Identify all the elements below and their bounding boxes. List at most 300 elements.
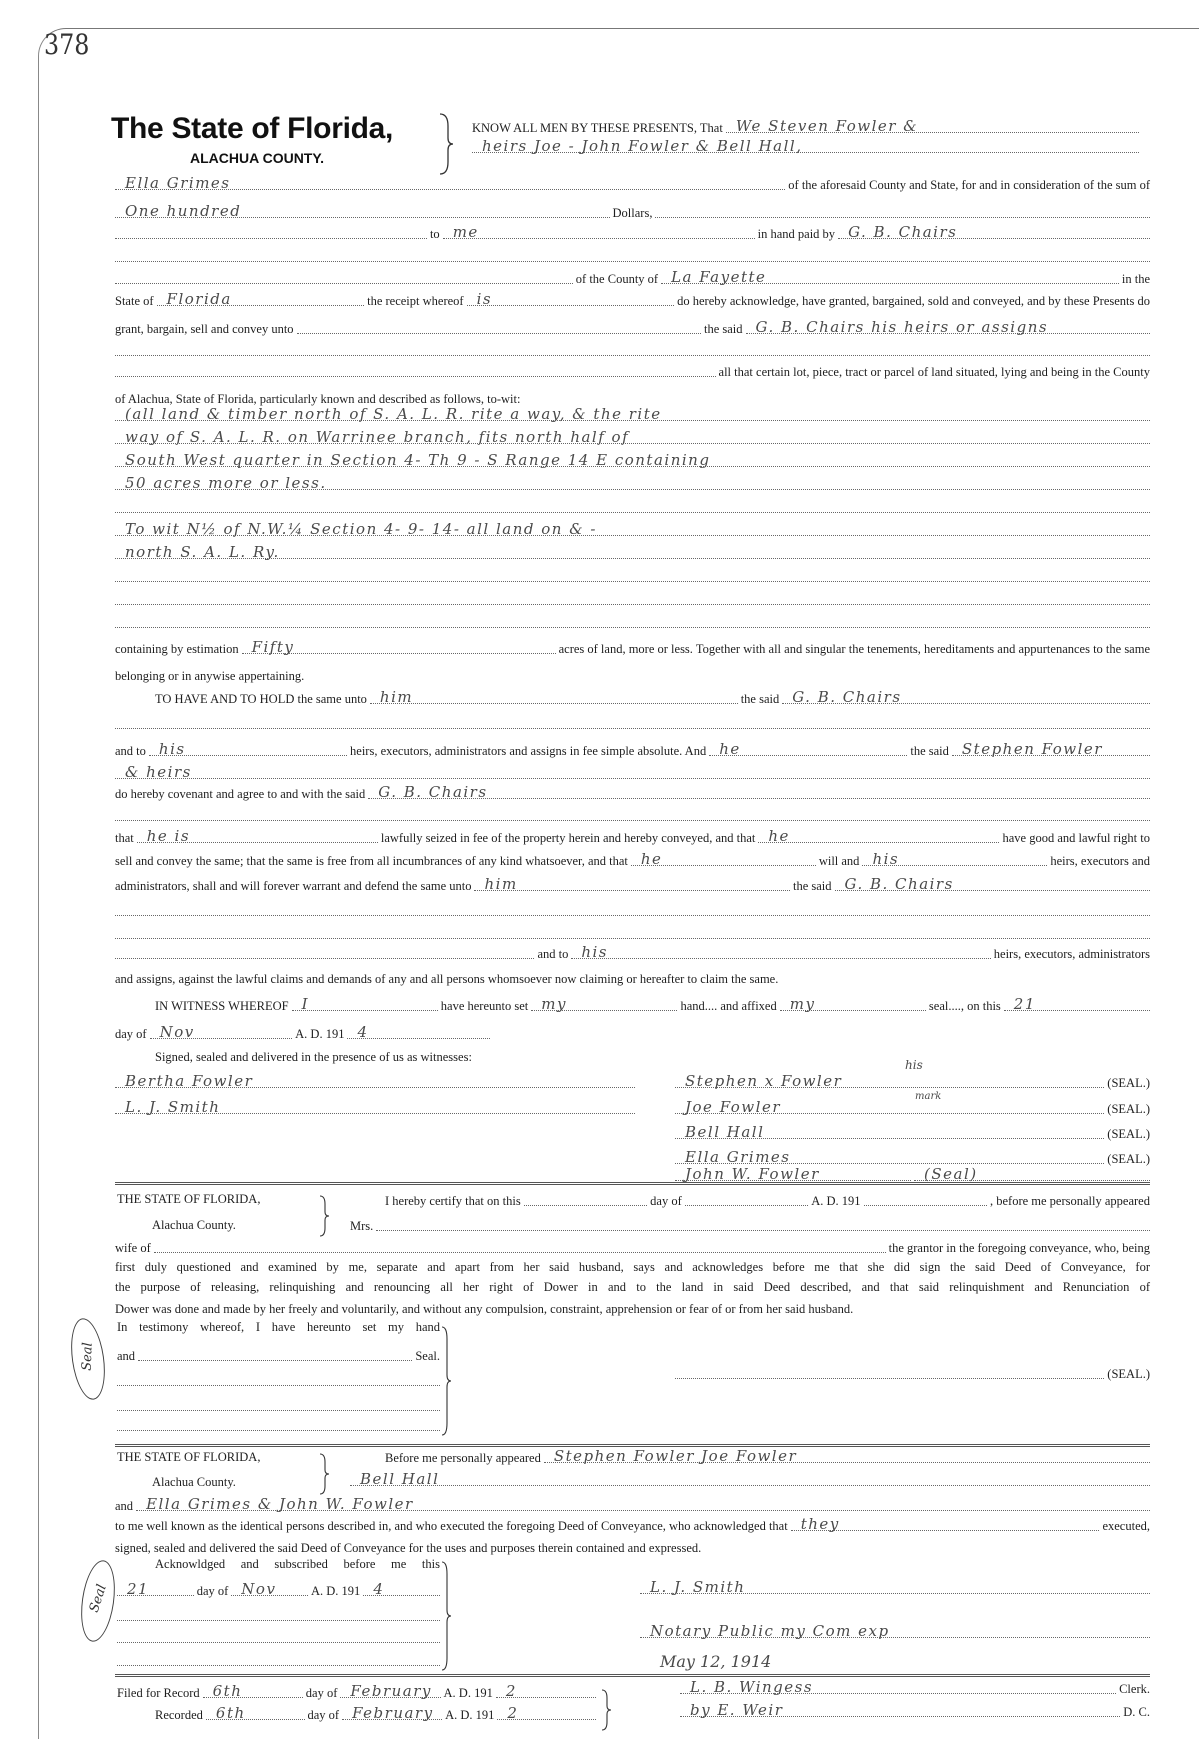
brace	[438, 112, 454, 176]
acknowledgment-lines-line	[115, 1537, 701, 1555]
fill-in-field[interactable]	[780, 997, 926, 1011]
fill-in-field[interactable]	[655, 204, 1150, 218]
grant-line	[115, 246, 1150, 264]
mark-label: mark	[915, 1091, 942, 1102]
terms-line	[115, 740, 1150, 758]
printed-text: Recorded	[155, 1708, 203, 1722]
fill-in-field[interactable]	[791, 1517, 1100, 1531]
description-line	[115, 451, 1150, 469]
terms-line	[115, 943, 1150, 961]
fill-in-field[interactable]	[835, 877, 1150, 891]
fill-in-field[interactable]	[115, 1100, 635, 1114]
handwritten-entry: way of S. A. L. R. on Warrinee branch, fits north half of	[125, 428, 630, 446]
grant-line	[115, 388, 520, 406]
printed-text: of the aforesaid County and State, for and in consideration of the sum of	[788, 178, 1150, 192]
dower-testimony-line	[117, 1345, 440, 1363]
brace	[318, 1452, 330, 1496]
handwritten-entry: We Steven Fowler &	[735, 117, 919, 135]
printed-text: do hereby covenant and agree to and with the said	[115, 787, 366, 801]
fill-in-field[interactable]	[640, 1624, 1150, 1638]
printed-text: signed, sealed and delivered the said Deed of Conveyance for the uses and purposes therein contained and expressed.	[115, 1541, 702, 1555]
handwritten-entry: his	[158, 740, 186, 758]
printed-text: day of	[307, 1708, 340, 1722]
printed-text: lawfully seized in fee of the property herein and hereby conveyed, and that	[380, 831, 756, 845]
grant-line	[115, 290, 1150, 308]
grant-line	[115, 202, 1150, 220]
fill-in-field[interactable]	[115, 363, 716, 377]
handwritten-entry: Bertha Fowler	[125, 1072, 254, 1090]
dower-lines-line	[350, 1215, 1150, 1233]
fill-in-field[interactable]	[758, 829, 999, 843]
printed-text: first duly questioned and examined by me, separate and apart from her said husband, says and acknowledges before me that she did sign the said Deed of Conveyance, for	[115, 1260, 1150, 1274]
dower-testimony-line	[117, 1320, 440, 1338]
fill-in-field[interactable]	[115, 568, 1150, 582]
terms-line	[115, 875, 1150, 893]
handwritten-entry: February	[352, 1704, 434, 1722]
printed-text: of the County of	[575, 272, 659, 286]
grant-line	[472, 137, 1139, 155]
fill-in-field[interactable]	[782, 690, 1150, 704]
terms-line	[115, 763, 1150, 781]
handwritten-entry: 4	[357, 1023, 369, 1041]
handwritten-entry: Ella Grimes & John W. Fowler	[146, 1495, 414, 1513]
fill-in-field[interactable]	[115, 614, 1150, 628]
fill-in-field[interactable]	[680, 1703, 1120, 1717]
fill-in-field[interactable]	[117, 1629, 440, 1643]
terms-line	[115, 638, 1150, 656]
handwritten-entry: G. B. Chairs	[848, 223, 958, 241]
printed-text: heirs, executors and	[1050, 854, 1150, 868]
fill-in-field[interactable]	[115, 499, 1150, 513]
fill-in-field[interactable]	[443, 225, 755, 239]
handwritten-entry: Bell Hall	[360, 1470, 440, 1488]
dower-signature-line	[675, 1363, 1150, 1381]
signatures-grantors-line	[675, 1098, 1150, 1116]
dower-lines-line	[385, 1190, 1150, 1208]
description-line	[115, 566, 1150, 584]
printed-text: in the	[1121, 272, 1151, 286]
handwritten-entry: 2	[507, 1704, 519, 1722]
printed-text: State of	[115, 294, 154, 308]
fill-in-field[interactable]	[150, 1025, 293, 1039]
acknowledgment-subscribed-line	[117, 1580, 440, 1598]
grant-line	[115, 223, 1150, 241]
printed-text: to	[429, 227, 440, 241]
fill-in-field[interactable]	[675, 1150, 1104, 1164]
fill-in-field[interactable]	[157, 292, 365, 306]
brace	[318, 1194, 330, 1238]
fill-in-field[interactable]	[531, 997, 677, 1011]
fill-in-field[interactable]	[675, 1074, 1104, 1088]
fill-in-field[interactable]	[115, 248, 1150, 262]
dower-testimony-line	[117, 1370, 440, 1388]
fill-in-field[interactable]	[661, 270, 1119, 284]
fill-in-field[interactable]	[115, 204, 610, 218]
fill-in-field[interactable]	[368, 785, 1150, 799]
handwritten-entry: his	[872, 850, 900, 868]
handwritten-entry: his	[581, 943, 608, 961]
fill-in-field[interactable]	[115, 715, 1150, 729]
fill-in-field[interactable]	[685, 1192, 808, 1206]
acknowledgment-lines-line	[350, 1470, 1150, 1488]
handwritten-entry: he	[768, 827, 790, 845]
grant-line	[115, 318, 1150, 336]
fill-in-field[interactable]	[231, 1582, 308, 1596]
printed-text: and to	[115, 744, 146, 758]
fill-in-field[interactable]	[117, 1607, 440, 1621]
mark-his: his	[905, 1058, 923, 1072]
fill-in-field[interactable]	[137, 829, 378, 843]
printed-text: Acknowldged and subscribed before me this	[155, 1557, 440, 1571]
handwritten-entry: South West quarter in Section 4- Th 9 - S Range 14 E containing	[125, 451, 711, 469]
terms-line	[115, 665, 304, 683]
terms-line	[115, 900, 1150, 918]
printed-text: grant, bargain, sell and convey unto	[115, 322, 294, 336]
fill-in-field[interactable]	[862, 852, 1047, 866]
fill-in-field[interactable]	[115, 765, 1150, 779]
printed-text: A. D. 191	[811, 1194, 861, 1208]
handwritten-entry: my	[541, 995, 567, 1013]
form-title: The State of Florida,	[111, 112, 394, 145]
printed-text: the said	[704, 322, 743, 336]
fill-in-field[interactable]	[571, 945, 990, 959]
handwritten-entry: me	[452, 223, 479, 241]
fill-in-field[interactable]	[149, 742, 347, 756]
printed-text: day of	[115, 1027, 147, 1041]
acknowledgment-subscribed-line	[117, 1627, 440, 1645]
fill-in-field[interactable]	[675, 1365, 1104, 1379]
fill-in-field[interactable]	[138, 1347, 412, 1361]
fill-in-field[interactable]	[838, 225, 1150, 239]
printed-text: A. D. 191	[445, 1708, 495, 1722]
handwritten-entry: him	[484, 875, 518, 893]
filing-clerk-line	[680, 1701, 1150, 1719]
printed-text: the said	[792, 879, 832, 893]
fill-in-field[interactable]	[544, 1449, 1150, 1463]
seal-stamp: Seal	[76, 1558, 119, 1644]
terms-line	[115, 968, 778, 986]
fill-in-field[interactable]	[297, 320, 701, 334]
handwritten-entry: he	[640, 850, 663, 868]
section-divider	[115, 1444, 1150, 1447]
dower-paragraph-line	[115, 1298, 895, 1316]
handwritten-entry: G. B. Chairs	[792, 688, 902, 706]
fill-in-field[interactable]	[115, 902, 1150, 916]
description-line	[115, 520, 1150, 538]
printed-text: Seal.	[415, 1349, 440, 1363]
printed-text: A. D. 191	[311, 1584, 361, 1598]
handwritten-entry: he is	[146, 827, 191, 845]
handwritten-entry: north S. A. L. Ry.	[125, 543, 280, 561]
printed-text: sell and convey the same; that the same is free from all incumbrances of any kind whatsoever, and that	[115, 854, 628, 868]
handwritten-entry: by E. Weir	[690, 1701, 784, 1719]
handwritten-entry: Bell Hall	[685, 1123, 765, 1141]
fill-in-field[interactable]	[115, 270, 573, 284]
fill-in-field[interactable]	[497, 1706, 596, 1720]
fill-in-field[interactable]	[467, 292, 675, 306]
ack-county: Alachua County.	[152, 1475, 236, 1489]
fill-in-field[interactable]	[746, 320, 1150, 334]
form-county: ALACHUA COUNTY.	[190, 150, 325, 166]
fill-in-field[interactable]	[675, 1125, 1104, 1139]
handwritten-entry: 6th	[215, 1704, 246, 1722]
fill-in-field[interactable]	[242, 640, 556, 654]
dower-testimony-line	[117, 1395, 440, 1413]
printed-text: Dower was done and made by her freely and voluntarily, and without any compulsion, constraint, apprehension or fear of or from her said husband.	[115, 1302, 854, 1316]
signatures-witnesses-line	[115, 1072, 635, 1090]
fill-in-field[interactable]	[117, 1372, 440, 1386]
printed-text: D. C.	[1123, 1705, 1150, 1719]
printed-text: the purpose of releasing, relinquishing and renouncing all her right of Dower in and to the land in said Deed described, and that said relinquishment and Renunciation of	[115, 1280, 1150, 1294]
printed-text: containing by estimation	[115, 642, 239, 656]
handwritten-entry: Stephen Fowler	[961, 740, 1103, 758]
fill-in-field[interactable]	[952, 742, 1150, 756]
printed-text: hand.... and affixed	[680, 999, 777, 1013]
acknowledgment-subscribed-line	[155, 1557, 440, 1575]
handwritten-entry: L. J. Smith	[125, 1098, 221, 1116]
fill-in-field[interactable]	[340, 1684, 440, 1698]
printed-text: of Alachua, State of Florida, particularly known and described as follows, to-wit:	[115, 392, 521, 406]
printed-text: (SEAL.)	[1107, 1367, 1150, 1381]
printed-text: acres of land, more or less. Together with all and singular the tenements, hereditaments and appurtenances to the same	[558, 642, 1150, 656]
terms-line	[115, 923, 1150, 941]
handwritten-entry: heirs Joe - John Fowler & Bell Hall,	[482, 137, 803, 155]
handwritten-entry: (all land & timber north of S. A. L. R. rite a way, & the rite	[125, 405, 662, 423]
grant-line	[115, 361, 1150, 379]
handwritten-entry: 21	[1013, 995, 1036, 1013]
printed-text: the grantor in the foregoing conveyance, who, being	[888, 1241, 1150, 1255]
fill-in-field[interactable]	[115, 545, 1150, 559]
printed-text: day of	[650, 1194, 682, 1208]
handwritten-entry: G. B. Chairs	[378, 783, 488, 801]
handwritten-entry: him	[379, 688, 414, 706]
handwritten-entry: is	[476, 290, 493, 308]
fill-in-field[interactable]	[472, 139, 1139, 153]
handwritten-entry: Joe Fowler	[685, 1098, 781, 1116]
filing-lines-line	[155, 1704, 596, 1722]
printed-text: (SEAL.)	[1107, 1102, 1150, 1116]
terms-line	[115, 713, 1150, 731]
fill-in-field[interactable]	[117, 1652, 440, 1666]
section-divider	[115, 1674, 1150, 1677]
handwritten-entry: John W. Fowler	[685, 1165, 820, 1183]
fill-in-field[interactable]	[115, 522, 1150, 536]
dower-county: Alachua County.	[152, 1218, 236, 1232]
printed-text: Before me personally appeared	[385, 1451, 541, 1465]
printed-text: Filed for Record	[117, 1686, 200, 1700]
fill-in-field[interactable]	[640, 1580, 1150, 1594]
handwritten-entry: G. B. Chairs	[844, 875, 954, 893]
printed-text: the said	[740, 692, 780, 706]
printed-text: seal...., on this	[928, 999, 1001, 1013]
handwritten-entry: Ella Grimes	[685, 1148, 791, 1166]
fill-in-field[interactable]	[117, 1417, 440, 1431]
printed-text: A. D. 191	[295, 1027, 345, 1041]
acknowledgment-lines-line	[115, 1515, 1150, 1533]
printed-text: executed,	[1102, 1519, 1150, 1533]
printed-text: (SEAL.)	[1107, 1076, 1150, 1090]
terms-line	[115, 850, 1150, 868]
handwritten-entry: Notary Public my Com exp	[650, 1622, 890, 1640]
printed-text: In testimony whereof, I have hereunto set my hand	[117, 1320, 440, 1334]
handwritten-entry: To wit N½ of N.W.¼ Section 4- 9- 14- all land on & -	[125, 520, 597, 538]
grant-line	[115, 268, 1150, 286]
fill-in-field[interactable]	[203, 1684, 303, 1698]
grant-line	[115, 174, 1150, 192]
fill-in-field[interactable]	[631, 852, 816, 866]
fill-in-field[interactable]	[115, 430, 1150, 444]
terms-line	[115, 805, 1150, 823]
handwritten-entry: Nov	[159, 1023, 195, 1041]
fill-in-field[interactable]	[864, 1192, 987, 1206]
fill-in-field[interactable]	[115, 1074, 635, 1088]
printed-text: in hand paid by	[757, 227, 836, 241]
fill-in-field[interactable]	[206, 1706, 305, 1720]
fill-in-field[interactable]	[474, 877, 789, 891]
fill-in-field[interactable]	[370, 690, 738, 704]
brace	[440, 1325, 452, 1437]
description-line	[115, 497, 1150, 515]
printed-text: A. D. 191	[443, 1686, 493, 1700]
printed-text: day of	[196, 1584, 229, 1598]
signatures-witnesses-line	[115, 1098, 635, 1116]
section-divider	[115, 1182, 1150, 1185]
signatures-grantors-line	[675, 1148, 1150, 1166]
fill-in-field[interactable]	[363, 1582, 440, 1596]
handwritten-entry: L. B. Wingess	[690, 1678, 814, 1696]
handwritten-entry: Stephen x Fowler	[685, 1072, 843, 1090]
fill-in-field[interactable]	[115, 453, 1150, 467]
printed-text: heirs, executors, administrators	[993, 947, 1150, 961]
terms-line	[115, 827, 1150, 845]
fill-in-field[interactable]	[680, 1680, 1116, 1694]
fill-in-field[interactable]	[115, 591, 1150, 605]
fill-in-field[interactable]	[524, 1192, 647, 1206]
handwritten-entry: 21	[127, 1580, 150, 1598]
printed-text: to me well known as the identical persons described in, and who executed the foregoing Deed of Conveyance, who acknowledged that	[115, 1519, 788, 1533]
fill-in-field[interactable]	[675, 1167, 911, 1181]
description-line	[115, 543, 1150, 561]
printed-text: , before me personally appeared	[989, 1194, 1150, 1208]
acknowledgment-notary-line	[640, 1622, 1150, 1640]
printed-text: KNOW ALL MEN BY THESE PRESENTS, That	[472, 121, 723, 135]
handwritten-entry: 50 acres more or less.	[125, 474, 327, 492]
printed-text: day of	[305, 1686, 338, 1700]
fill-in-field[interactable]	[115, 807, 1150, 821]
printed-text: Dollars,	[612, 206, 653, 220]
description-line	[115, 428, 1150, 446]
description-line	[115, 612, 1150, 630]
handwritten-entry: he	[719, 740, 741, 758]
printed-text: have hereunto set	[440, 999, 529, 1013]
terms-line	[115, 783, 1150, 801]
printed-text: and	[115, 1499, 134, 1513]
printed-text: (SEAL.)	[1107, 1127, 1150, 1141]
handwritten-entry: & heirs	[125, 763, 192, 781]
description-line	[115, 405, 1150, 423]
dower-paragraph-line	[115, 1280, 1150, 1298]
fill-in-field[interactable]	[115, 176, 785, 190]
grant-line	[472, 117, 1139, 135]
printed-text: that	[115, 831, 134, 845]
printed-text: IN WITNESS WHEREOF	[155, 999, 289, 1013]
dower-testimony-line	[117, 1415, 440, 1433]
fill-in-field[interactable]	[115, 342, 1150, 356]
fill-in-field[interactable]	[675, 1100, 1104, 1114]
terms-line	[155, 688, 1150, 706]
handwritten-entry: G. B. Chairs his heirs or assigns	[755, 318, 1049, 336]
printed-text: administrators, shall and will forever warrant and defend the same unto	[115, 879, 472, 893]
printed-text: heirs, executors, administrators and assigns in fee simple absolute. And	[350, 744, 707, 758]
fill-in-field[interactable]	[292, 997, 438, 1011]
fill-in-field[interactable]	[1004, 997, 1150, 1011]
acknowledgment-lines-line	[385, 1447, 1150, 1465]
fill-in-field[interactable]	[709, 742, 907, 756]
fill-in-field[interactable]	[726, 119, 1139, 133]
printed-text: have good and lawful right to	[1002, 831, 1151, 845]
brace	[440, 1560, 452, 1672]
handwritten-entry: Ella Grimes	[125, 174, 231, 192]
fill-in-field[interactable]	[115, 225, 427, 239]
printed-text: the receipt whereof	[367, 294, 464, 308]
filing-clerk-line	[680, 1678, 1150, 1696]
printed-text: all that certain lot, piece, tract or parcel of land situated, lying and being in the County	[718, 365, 1150, 379]
page-number: 378	[44, 28, 90, 61]
fill-in-field[interactable]	[115, 476, 1150, 490]
printed-text: belonging or in anywise appertaining.	[115, 669, 305, 683]
handwritten-entry: 6th	[212, 1682, 243, 1700]
printed-text: wife of	[115, 1241, 151, 1255]
handwritten-entry: Nov	[241, 1580, 277, 1598]
dower-state: THE STATE OF FLORIDA,	[117, 1192, 261, 1206]
fill-in-field[interactable]	[154, 1239, 886, 1253]
handwritten-entry: 4	[373, 1580, 385, 1598]
dower-paragraph-line	[115, 1260, 1150, 1278]
fill-in-field[interactable]	[117, 1397, 440, 1411]
signatures-grantors-line	[675, 1072, 1150, 1090]
handwritten-entry: One hundred	[125, 202, 242, 220]
printed-text: the said	[910, 744, 949, 758]
handwritten-entry: L. J. Smith	[650, 1578, 746, 1596]
filing-lines-line	[117, 1682, 596, 1700]
handwritten-entry: Florida	[166, 290, 232, 308]
acknowledgment-subscribed-line	[117, 1650, 440, 1668]
handwritten-entry: Fifty	[251, 638, 295, 656]
fill-in-field[interactable]	[496, 1684, 596, 1698]
description-line	[115, 589, 1150, 607]
fill-in-field[interactable]	[342, 1706, 442, 1720]
printed-text: and assigns, against the lawful claims and demands of any and all persons whomsoever now claiming or hereafter to claim the same.	[115, 972, 779, 986]
fill-in-field[interactable]	[914, 1167, 1150, 1181]
printed-text: will and	[818, 854, 860, 868]
fill-in-field[interactable]	[115, 945, 534, 959]
fill-in-field[interactable]	[115, 925, 1150, 939]
fill-in-field[interactable]	[115, 407, 1150, 421]
fill-in-field[interactable]	[347, 1025, 490, 1039]
signatures-grantors-line	[675, 1123, 1150, 1141]
fill-in-field[interactable]	[136, 1497, 1150, 1511]
fill-in-field[interactable]	[376, 1217, 1150, 1231]
handwritten-entry: (Seal)	[924, 1165, 978, 1183]
signatures-grantors-line	[675, 1165, 1150, 1183]
terms-line	[155, 995, 1150, 1013]
fill-in-field[interactable]	[117, 1582, 194, 1596]
printed-text: and to	[537, 947, 569, 961]
fill-in-field[interactable]	[350, 1472, 1150, 1486]
terms-line	[115, 1023, 490, 1041]
printed-text: do hereby acknowledge, have granted, bargained, sold and conveyed, and by these Presents do	[677, 294, 1151, 308]
handwritten-entry: they	[800, 1515, 840, 1533]
